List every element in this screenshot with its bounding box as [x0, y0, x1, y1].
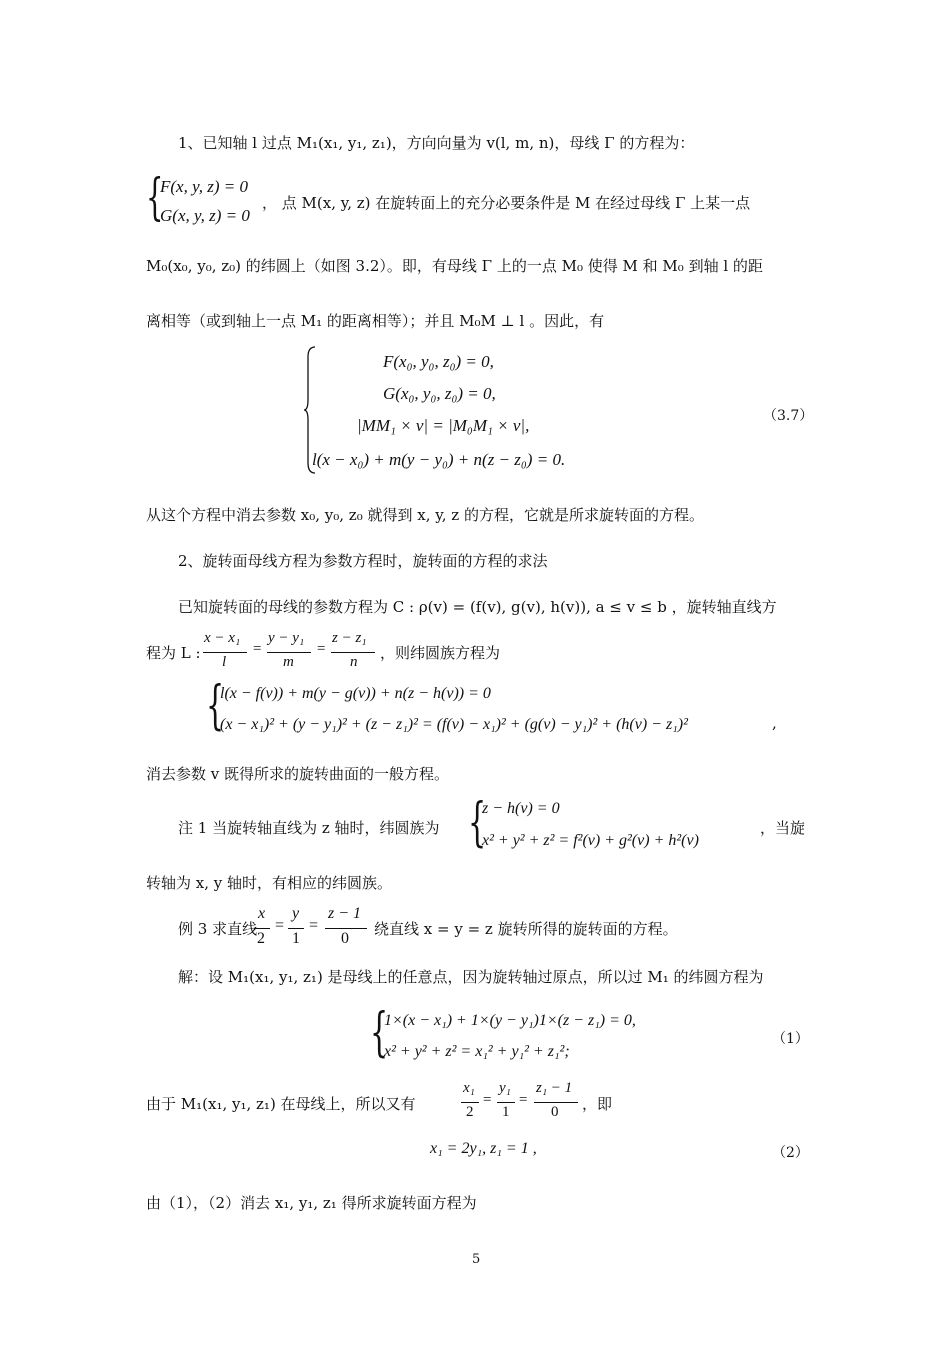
- paragraph-8: 消去参数 v 既得所求的旋转曲面的一般方程。: [146, 765, 450, 783]
- frac2-den: m: [283, 654, 294, 670]
- note-1b: ，当旋: [760, 819, 806, 837]
- comma-sys2: ,: [772, 714, 777, 732]
- eq37-line-4: l(x − x₀) + m(y − y₀) + n(z − z₀) = 0.: [312, 450, 566, 469]
- frac2-bar: [267, 652, 311, 653]
- p-frac2-bar: [497, 1102, 515, 1103]
- brace-sys2: {: [206, 676, 225, 736]
- tag-2: （2）: [772, 1145, 809, 1161]
- equals-sign-2: =: [316, 641, 327, 657]
- p-equals-1: =: [482, 1092, 493, 1108]
- p-frac3-den: 0: [551, 1104, 559, 1120]
- frac3-bar: [331, 652, 375, 653]
- section-heading-2: 2、旋转面母线方程为参数方程时，旋转面的方程的求法: [178, 552, 548, 570]
- tag-1: （1）: [772, 1031, 809, 1047]
- sys2-line-1: l(x − f(v)) + m(y − g(v)) + n(z − h(v)) = 0: [220, 685, 491, 702]
- p-frac1-num: x₁: [463, 1080, 475, 1096]
- ex-frac2-num: y: [292, 905, 300, 922]
- paragraph-4: 离相等（或到轴上一点 M₁ 的距离相等）；并且 M₀M ⊥ l 。因此，有: [146, 312, 605, 330]
- frac3-num: z − z₁: [332, 630, 367, 646]
- sys4-line-2: x² + y² + z² = x₁² + y₁² + z₁²;: [384, 1043, 570, 1060]
- paragraph-10a: 由于 M₁(x₁, y₁, z₁) 在母线上，所以又有: [146, 1095, 416, 1113]
- eq37-line-1: F(x₀, y₀, z₀) = 0,: [383, 352, 494, 371]
- paragraph-7b: ，则纬圆族方程为: [380, 644, 501, 662]
- page-number: 5: [472, 1252, 481, 1267]
- paragraph-6: 已知旋转面的母线的参数方程为 C : ρ(v) = (f(v), g(v), h(v)), a ≤ v ≤ b ，旋转轴直线方: [178, 598, 777, 616]
- sys1-line-1: F(x, y, z) = 0: [160, 177, 248, 196]
- eq37-line-2: G(x₀, y₀, z₀) = 0,: [383, 384, 496, 403]
- sys2-line-2: (x − x₁)² + (y − y₁)² + (z − z₁)² = (f(v) − x₁)² + (g(v) − y₁)² + (h(v) − z₁)²: [220, 716, 688, 733]
- paragraph-9: 转轴为 x, y 轴时，有相应的纬圆族。: [146, 874, 393, 892]
- paragraph-11: 由（1），（2）消去 x₁, y₁, z₁ 得所求旋转面方程为: [146, 1194, 477, 1212]
- p-frac2-den: 1: [502, 1104, 510, 1120]
- frac2-num: y − y₁: [268, 630, 305, 646]
- p-frac3-bar: [534, 1102, 578, 1103]
- sys3-line-1: z − h(v) = 0: [482, 800, 560, 817]
- equation-2: x₁ = 2y₁, z₁ = 1 ,: [430, 1140, 537, 1157]
- eq37-line-3: |MM₁ × v| = |M₀M₁ × v|,: [357, 416, 530, 435]
- eq37-tag: （3.7）: [763, 408, 814, 424]
- ex-frac3-den: 0: [341, 930, 349, 947]
- frac3-den: n: [350, 654, 358, 670]
- p-equals-2: =: [518, 1092, 529, 1108]
- brace-sys3: {: [468, 793, 487, 853]
- ex-frac3-num: z − 1: [328, 905, 362, 922]
- ex-equals-2: =: [308, 917, 319, 934]
- solution-intro: 解：设 M₁(x₁, y₁, z₁) 是母线上的任意点，因为旋转轴过原点，所以过 M₁ 的纬圆方程为: [178, 968, 764, 986]
- sys4-line-1: 1×(x − x₁) + 1×(y − y₁)1×(z − z₁) = 0,: [384, 1012, 636, 1029]
- p-frac1-bar: [461, 1102, 479, 1103]
- ex-frac1-bar: [254, 928, 270, 929]
- p-frac2-num: y₁: [499, 1080, 511, 1096]
- ex-frac1-den: 2: [257, 930, 265, 947]
- note-1a: 注 1 当旋转轴直线为 z 轴时，纬圆族为: [178, 819, 440, 837]
- paragraph-1: 1、已知轴 l 过点 M₁(x₁, y₁, z₁)，方向向量为 v(l, m, n)，母线 Γ 的方程为：: [178, 134, 695, 152]
- paragraph-3: M₀(x₀, y₀, z₀) 的纬圆上（如图 3.2）。即，有母线 Γ 上的一点 M₀ 使得 M 和 M₀ 到轴 l 的距: [146, 257, 763, 275]
- paragraph-2: ， 点 M(x, y, z) 在旋转面上的充分必要条件是 M 在经过母线 Γ 上某一点: [262, 194, 751, 212]
- p-frac1-den: 2: [466, 1104, 474, 1120]
- brace-sys1: {: [146, 168, 164, 226]
- equals-sign-1: =: [252, 641, 263, 657]
- sys3-line-2: x² + y² + z² = f²(v) + g²(v) + h²(v): [482, 832, 699, 849]
- example-3b: 绕直线 x = y = z 旋转所得的旋转面的方程。: [374, 920, 678, 938]
- sys1-line-2: G(x, y, z) = 0: [160, 206, 250, 225]
- p-frac3-num: z₁ − 1: [536, 1080, 573, 1096]
- frac1-den: l: [222, 654, 227, 670]
- ex-frac3-bar: [325, 928, 367, 929]
- frac1-bar: [203, 652, 247, 653]
- ex-frac1-num: x: [258, 905, 266, 922]
- ex-equals-1: =: [274, 917, 285, 934]
- ex-frac2-den: 1: [292, 930, 300, 947]
- paragraph-5: 从这个方程中消去参数 x₀, y₀, z₀ 就得到 x, y, z 的方程，它就是所求旋转面的方程。: [146, 506, 704, 524]
- brace-sys4: {: [370, 1003, 389, 1063]
- frac1-num: x − x₁: [204, 630, 241, 646]
- paragraph-10b: ，即: [582, 1095, 613, 1113]
- paragraph-7a: 程为 L :: [146, 644, 201, 662]
- example-3a: 例 3 求直线: [178, 920, 258, 938]
- ex-frac2-bar: [288, 928, 304, 929]
